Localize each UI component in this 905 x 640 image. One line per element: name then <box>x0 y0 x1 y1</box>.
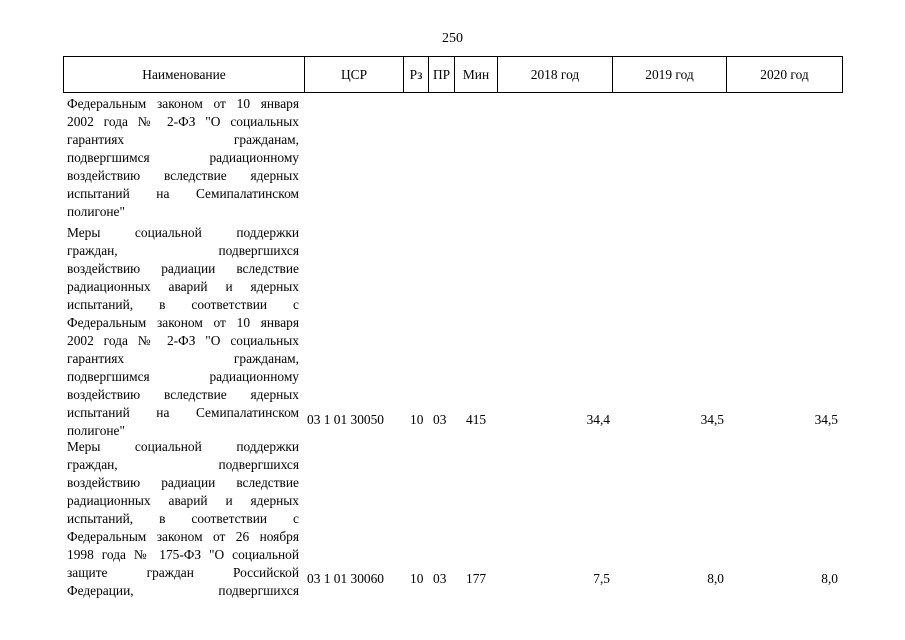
row-2020: 8,0 <box>821 571 838 586</box>
name-line: гарантиях гражданам, <box>67 132 299 147</box>
header-2020: 2020 год <box>726 56 843 93</box>
row-rz: 10 <box>410 571 424 586</box>
row-2019: 34,5 <box>700 412 724 427</box>
header-2019: 2019 год <box>612 56 726 93</box>
name-line: Федеральным законом от 26 ноября <box>67 529 299 544</box>
name-line: Меры социальной поддержки <box>67 225 299 240</box>
row-csr: 03 1 01 30050 <box>307 412 384 427</box>
name-line: испытаний, в соответствии с <box>67 511 299 526</box>
header-name: Наименование <box>63 56 304 93</box>
row-2018: 7,5 <box>593 571 610 586</box>
name-line: воздействию радиации вследствие <box>67 261 299 276</box>
name-line: Федерации, подвергшихся <box>67 583 299 598</box>
name-line: радиационных аварий и ядерных <box>67 493 299 508</box>
header-rz: Рз <box>403 56 428 93</box>
name-line: 1998 года № 175-ФЗ "О социальной <box>67 547 299 562</box>
header-min: Мин <box>454 56 497 93</box>
row-2018: 34,4 <box>586 412 610 427</box>
table-row-name <box>67 95 299 221</box>
name-line: граждан, подвергшихся <box>67 243 299 258</box>
name-line: Федеральным законом от 10 января <box>67 315 299 330</box>
page-number: 250 <box>442 31 463 46</box>
row-pr: 03 <box>433 412 447 427</box>
header-csr: ЦСР <box>304 56 403 93</box>
name-line: воздействию вследствие ядерных <box>67 387 299 402</box>
name-line: Федеральным законом от 10 января <box>67 96 299 111</box>
name-line: Меры социальной поддержки <box>67 439 299 454</box>
name-line: радиационных аварий и ядерных <box>67 279 299 294</box>
name-line: полигоне" <box>67 423 125 438</box>
name-line: защите граждан Российской <box>67 565 299 580</box>
table-row-name <box>67 438 299 600</box>
name-line: подвергшимся радиационному <box>67 369 299 384</box>
row-csr: 03 1 01 30060 <box>307 571 384 586</box>
name-line: испытаний на Семипалатинском <box>67 186 299 201</box>
name-line: 2002 года № 2-ФЗ "О социальных <box>67 114 299 129</box>
name-line: воздействию вследствие ядерных <box>67 168 299 183</box>
name-line: граждан, подвергшихся <box>67 457 299 472</box>
row-2019: 8,0 <box>707 571 724 586</box>
row-pr: 03 <box>433 571 447 586</box>
name-line: полигоне" <box>67 204 125 219</box>
name-line: воздействию радиации вследствие <box>67 475 299 490</box>
header-pr: ПР <box>428 56 454 93</box>
name-line: 2002 года № 2-ФЗ "О социальных <box>67 333 299 348</box>
row-2020: 34,5 <box>814 412 838 427</box>
table-row-name <box>67 224 299 440</box>
name-line: подвергшимся радиационному <box>67 150 299 165</box>
name-line: испытаний на Семипалатинском <box>67 405 299 420</box>
row-min: 415 <box>466 412 487 427</box>
name-line: гарантиях гражданам, <box>67 351 299 366</box>
table-header <box>63 56 843 93</box>
name-line: испытаний, в соответствии с <box>67 297 299 312</box>
row-rz: 10 <box>410 412 424 427</box>
header-2018: 2018 год <box>497 56 612 93</box>
row-min: 177 <box>466 571 487 586</box>
